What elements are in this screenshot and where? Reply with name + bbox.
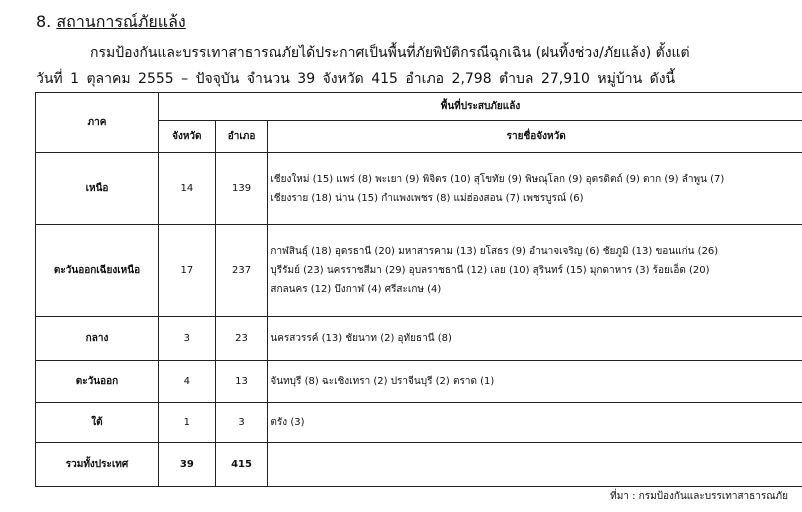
provinces-cell: 17 bbox=[158, 225, 215, 317]
provinces-cell: 1 bbox=[158, 403, 215, 443]
region-cell: เหนือ bbox=[36, 153, 159, 225]
province-list-cell bbox=[268, 317, 802, 361]
header-provinces: จังหวัด bbox=[158, 121, 215, 153]
paragraph-line-2: วันที่ 1 ตุลาคม 2555 – ปัจจุบัน จำนวน 39 จังหวัด 415 อำเภอ 2,798 ตำบล 27,910 หมู่บ้าน ดังนี้ bbox=[36, 71, 676, 87]
districts-cell: 23 bbox=[215, 317, 268, 361]
provinces-cell: 4 bbox=[158, 361, 215, 403]
province-list-cell bbox=[268, 153, 802, 225]
total-row bbox=[36, 443, 802, 487]
section-number: 8. bbox=[36, 12, 52, 31]
total-list-cell bbox=[268, 443, 802, 487]
districts-cell: 13 bbox=[215, 361, 268, 403]
table-row bbox=[36, 153, 802, 225]
province-list-line: กาฬสินธุ์ (18) อุดรธานี (20) มหาสารคาม (13) ยโสธร (9) อำนาจเจริญ (6) ชัยภูมิ (13) ขอนแก่น (26) bbox=[270, 246, 719, 257]
region-cell: ใต้ bbox=[36, 403, 159, 443]
table-row bbox=[36, 403, 802, 443]
region-cell: กลาง bbox=[36, 317, 159, 361]
province-list-line: ตรัง (3) bbox=[270, 417, 305, 428]
provinces-cell: 14 bbox=[158, 153, 215, 225]
province-list-line: เชียงใหม่ (15) แพร่ (8) พะเยา (9) พิจิตร (10) สุโขทัย (9) พิษณุโลก (9) อุตรดิตถ์ (9) ตาก (9) ลำพูน (7) bbox=[270, 173, 725, 185]
districts-cell: 139 bbox=[215, 153, 268, 225]
province-list-line: จันทบุรี (8) ฉะเชิงเทรา (2) ปราจีนบุรี (2) ตราด (1) bbox=[270, 376, 495, 387]
table-row bbox=[36, 317, 802, 361]
header-affected-area: พื้นที่ประสบภัยแล้ง bbox=[158, 93, 802, 121]
districts-cell: 3 bbox=[215, 403, 268, 443]
header-region: ภาค bbox=[36, 93, 159, 153]
total-provinces: 39 bbox=[158, 443, 215, 487]
paragraph-line-1: กรมป้องกันและบรรเทาสาธารณภัยได้ประกาศเป็นพื้นที่ภัยพิบัติกรณีฉุกเฉิน (ฝนทิ้งช่วง/ภัยแล้ง) ตั้งแต่ bbox=[90, 45, 690, 61]
table-row bbox=[36, 361, 802, 403]
drought-table bbox=[35, 92, 802, 487]
table-row bbox=[36, 225, 802, 317]
total-label: รวมทั้งประเทศ bbox=[36, 443, 159, 487]
province-list-cell bbox=[268, 403, 802, 443]
province-list-cell bbox=[268, 361, 802, 403]
province-list-cell bbox=[268, 225, 802, 317]
province-list-line: สกลนคร (12) บึงกาฬ (4) ศรีสะเกษ (4) bbox=[270, 284, 442, 295]
header-province-list: รายชื่อจังหวัด bbox=[268, 121, 802, 153]
section-title: สถานการณ์ภัยแล้ง bbox=[56, 12, 186, 31]
region-cell: ตะวันออก bbox=[36, 361, 159, 403]
region-cell: ตะวันออกเฉียงเหนือ bbox=[36, 225, 159, 317]
section-heading bbox=[36, 10, 186, 35]
province-list-line: เชียงราย (18) น่าน (15) กำแพงเพชร (8) แม่ฮ่องสอน (7) เพชรบูรณ์ (6) bbox=[270, 192, 584, 204]
province-list-line: บุรีรัมย์ (23) นครราชสีมา (29) อุบลราชธานี (12) เลย (10) สุรินทร์ (15) มุกดาหาร (3) ร้อยเอ็ด (20) bbox=[270, 265, 710, 276]
provinces-cell: 3 bbox=[158, 317, 215, 361]
province-list-line: นครสวรรค์ (13) ชัยนาท (2) อุทัยธานี (8) bbox=[270, 333, 452, 344]
districts-cell: 237 bbox=[215, 225, 268, 317]
source-note: ที่มา : กรมป้องกันและบรรเทาสาธารณภัย bbox=[610, 491, 788, 502]
total-districts: 415 bbox=[215, 443, 268, 487]
header-districts: อำเภอ bbox=[215, 121, 268, 153]
